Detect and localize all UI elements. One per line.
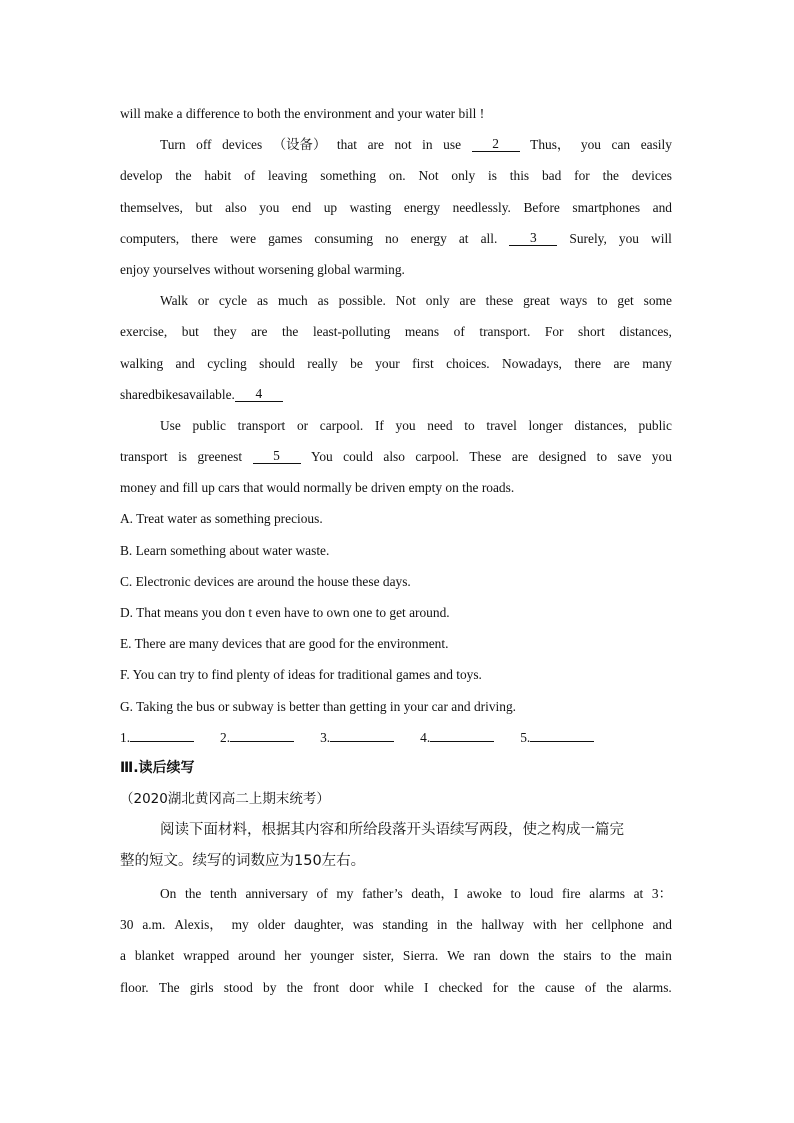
word: devices — [631, 168, 672, 184]
word: 3： — [651, 885, 672, 901]
word: great — [523, 293, 550, 309]
text-line — [120, 192, 672, 223]
instruction-text: 阅读下面材料，根据其内容和所给段落开头语续写两段，使之构成一篇完 — [160, 821, 624, 838]
word: These — [469, 449, 502, 465]
story-passage — [120, 878, 672, 1003]
word: many — [642, 355, 672, 371]
word: cause — [544, 979, 575, 995]
word: off — [196, 137, 212, 153]
numbered-blank: 4 — [235, 387, 283, 402]
word: Alexis， — [174, 917, 223, 933]
word: public — [638, 417, 672, 433]
word: Not — [418, 168, 439, 184]
answer-number: 1. — [120, 729, 131, 745]
word: consuming — [314, 230, 374, 246]
word: but — [195, 199, 213, 215]
word: longer — [528, 417, 563, 433]
text-line — [120, 909, 672, 940]
word: death，I — [411, 885, 459, 901]
word: really — [307, 355, 338, 371]
numbered-blank: 5 — [253, 449, 301, 464]
word: leaving — [268, 168, 308, 184]
word: main — [645, 948, 672, 964]
word: were — [230, 230, 257, 246]
word: transport — [237, 417, 286, 433]
word: all. — [480, 230, 498, 246]
word: at — [633, 885, 644, 901]
text-line — [120, 472, 672, 503]
word: in — [422, 137, 433, 153]
word: travel — [486, 417, 517, 433]
word: at — [458, 230, 469, 246]
word: could — [343, 449, 373, 465]
word: get — [617, 293, 634, 309]
word: wasting — [349, 199, 392, 215]
option-item: G. Taking the bus or subway is better than getting in your car and driving. — [120, 698, 516, 714]
word: while — [384, 979, 414, 995]
word: devices — [222, 137, 263, 153]
word: awoke — [466, 885, 502, 901]
word: around — [238, 948, 276, 964]
word: needlessly. — [452, 199, 511, 215]
word: on. — [388, 168, 406, 184]
section-heading: Ⅲ.读后续写 — [120, 759, 195, 776]
answer-number: 4. — [420, 729, 431, 745]
word: you — [651, 449, 672, 465]
word: energy — [403, 199, 441, 215]
word: as — [317, 293, 329, 309]
word: distances, — [619, 324, 672, 340]
word: is — [178, 449, 187, 465]
word: smartphones — [572, 199, 641, 215]
word: choices. — [446, 355, 490, 371]
word: up — [323, 199, 338, 215]
word: available. — [183, 386, 235, 402]
answer-slot[interactable] — [520, 722, 594, 753]
word: carpool. — [319, 417, 364, 433]
text-line — [120, 316, 672, 347]
numbered-blank: 2 — [472, 137, 520, 152]
word: of — [453, 324, 465, 340]
word: checked — [438, 979, 483, 995]
text-line — [120, 441, 672, 472]
word: possible. — [338, 293, 386, 309]
word: will — [651, 230, 672, 246]
word: stairs — [563, 948, 592, 964]
word: exercise, — [120, 324, 168, 340]
word: means — [404, 324, 440, 340]
instruction-line-2 — [120, 846, 672, 878]
word: transport — [120, 449, 168, 465]
word: Use — [160, 417, 181, 433]
word: 30 — [120, 917, 134, 933]
word: If — [374, 417, 384, 433]
word: cycle — [218, 293, 248, 309]
word: games — [268, 230, 303, 246]
word: easily — [640, 137, 672, 153]
word: this — [509, 168, 530, 184]
word: develop — [120, 168, 163, 184]
word: are — [459, 293, 476, 309]
word: should — [259, 355, 295, 371]
word: are — [511, 449, 529, 465]
word: the — [286, 979, 303, 995]
word: the — [538, 948, 555, 964]
line-text: enjoy yourselves without worsening global warming. — [120, 261, 405, 277]
word: or — [296, 417, 309, 433]
text-line — [120, 348, 672, 379]
word: the — [602, 168, 619, 184]
word: ran — [473, 948, 491, 964]
word: You — [310, 449, 333, 465]
word: Sierra. — [402, 948, 439, 964]
word: but — [181, 324, 199, 340]
word: the — [185, 885, 202, 901]
answer-number: 3. — [320, 729, 331, 745]
word: girls — [189, 979, 214, 995]
word: Not — [395, 293, 416, 309]
word: or — [197, 293, 209, 309]
word: Nowadays, — [502, 355, 562, 371]
word: computers, — [120, 230, 180, 246]
word: for — [492, 979, 509, 995]
option-item: B. Learn something about water waste. — [120, 542, 330, 558]
word: are — [251, 324, 268, 340]
word: public — [192, 417, 226, 433]
option-item: E. There are many devices that are good for the environment. — [120, 636, 449, 652]
line-text: will make a difference to both the environment and your water bill ! — [120, 106, 485, 121]
word: only — [451, 168, 476, 184]
word: walking — [120, 355, 164, 371]
word: designed — [538, 449, 587, 465]
word: as — [256, 293, 269, 309]
word: only — [425, 293, 450, 309]
word: of — [584, 979, 597, 995]
word: We — [447, 948, 465, 964]
answer-blanks-row — [120, 722, 672, 753]
word: loud — [529, 885, 554, 901]
word: transport. — [479, 324, 531, 340]
reading-passage — [120, 98, 672, 503]
word: the — [282, 324, 299, 340]
answer-line[interactable] — [430, 729, 494, 742]
word: my — [231, 917, 249, 933]
word: Before — [523, 199, 560, 215]
word: father’s — [362, 885, 403, 901]
word: habit — [204, 168, 232, 184]
word: （设备） — [272, 137, 327, 153]
word: be — [350, 355, 363, 371]
word: front — [313, 979, 340, 995]
word: you — [259, 199, 280, 215]
word: there — [191, 230, 218, 246]
answer-line[interactable] — [130, 729, 194, 742]
word: to — [597, 293, 608, 309]
option-item: D. That means you don t even have to own one to get around. — [120, 605, 450, 620]
word: her — [565, 917, 583, 933]
word: fire — [562, 885, 581, 901]
word: a.m. — [142, 917, 166, 933]
text-line — [120, 254, 672, 285]
word: also — [383, 449, 405, 465]
word: end — [291, 199, 312, 215]
answer-number: 2. — [220, 729, 231, 745]
word: Turn — [160, 137, 186, 153]
word: can — [611, 137, 631, 153]
word: these — [485, 293, 514, 309]
document-content — [120, 98, 672, 1003]
word: anniversary — [245, 885, 308, 901]
word: to — [596, 449, 608, 465]
word: greenest — [197, 449, 243, 465]
text-line — [120, 160, 672, 191]
word: shared — [120, 386, 155, 402]
word: older — [257, 917, 286, 933]
word: energy — [410, 230, 447, 246]
answer-line[interactable] — [330, 729, 394, 742]
word: distances, — [574, 417, 627, 433]
word: need — [427, 417, 453, 433]
word: much — [278, 293, 308, 309]
word: ways — [559, 293, 588, 309]
option-item: F. You can try to find plenty of ideas for traditional games and toys. — [120, 667, 482, 683]
word: that — [336, 137, 357, 153]
text-line — [120, 972, 672, 1003]
answer-line[interactable] — [530, 729, 594, 742]
word: and — [652, 917, 672, 933]
word: no — [385, 230, 399, 246]
word: with — [532, 917, 557, 933]
word: I — [423, 979, 429, 995]
word: blanket — [134, 948, 175, 964]
numbered-blank: 3 — [509, 231, 557, 246]
word: alarms. — [632, 979, 672, 995]
word: is — [488, 168, 497, 184]
text-line — [120, 98, 672, 129]
word: my — [336, 885, 354, 901]
word: cellphone — [591, 917, 644, 933]
word: Surely, — [569, 230, 607, 246]
answer-options — [120, 503, 672, 721]
word: cycling — [207, 355, 247, 371]
word: and — [175, 355, 195, 371]
word: daughter, — [294, 917, 344, 933]
answer-slot[interactable] — [220, 722, 294, 753]
word: to — [464, 417, 475, 433]
word: to — [510, 885, 521, 901]
text-line — [120, 940, 672, 971]
answer-line[interactable] — [230, 729, 294, 742]
option-item: C. Electronic devices are around the house these days. — [120, 573, 411, 589]
word: themselves, — [120, 199, 183, 215]
word: the — [456, 917, 473, 933]
word: also — [225, 199, 247, 215]
word: floor. — [120, 979, 149, 995]
word: bad — [541, 168, 562, 184]
word: a — [120, 948, 126, 964]
instruction-line-1 — [120, 815, 672, 847]
word: stood — [223, 979, 253, 995]
word: some — [643, 293, 672, 309]
word: down — [499, 948, 530, 964]
word: was — [352, 917, 374, 933]
answer-number: 5. — [520, 729, 531, 745]
word: by — [263, 979, 277, 995]
word: to — [600, 948, 611, 964]
word: The — [158, 979, 180, 995]
word: the — [619, 948, 637, 964]
word: standing — [382, 917, 428, 933]
word: and — [652, 199, 672, 215]
word: are — [367, 137, 384, 153]
word: something — [320, 168, 377, 184]
word: least-polluting — [312, 324, 391, 340]
word: of — [316, 885, 328, 901]
text-line — [120, 223, 672, 254]
word: sister, — [362, 948, 394, 964]
word: For — [544, 324, 564, 340]
line-text: money and fill up cars that would normally be driven empty on the roads. — [120, 480, 515, 496]
word: they — [213, 324, 237, 340]
word: the — [175, 168, 192, 184]
word: you — [395, 417, 416, 433]
word: in — [436, 917, 448, 933]
answer-slot[interactable] — [420, 722, 494, 753]
word: hallway — [481, 917, 524, 933]
word: the — [606, 979, 623, 995]
text-line — [120, 878, 672, 909]
word: you — [618, 230, 639, 246]
word: for — [574, 168, 590, 184]
answer-slot[interactable] — [120, 722, 194, 753]
word: first — [412, 355, 434, 371]
instruction-text: 整的短文。续写的词数应为150左右。 — [120, 853, 366, 870]
word: door — [349, 979, 374, 995]
word: wrapped — [183, 948, 230, 964]
word: tenth — [210, 885, 237, 901]
word: younger — [310, 948, 355, 964]
word: of — [244, 168, 256, 184]
word: your — [375, 355, 400, 371]
word: her — [284, 948, 302, 964]
word: carpool. — [415, 449, 459, 465]
word: On — [160, 885, 177, 901]
word: short — [578, 324, 605, 340]
word: you — [580, 137, 601, 153]
word: there — [574, 355, 602, 371]
word: Walk — [160, 293, 188, 309]
text-line — [120, 410, 672, 441]
text-line — [120, 285, 672, 316]
word: are — [613, 355, 630, 371]
word: not — [394, 137, 412, 153]
word: Thus， — [530, 137, 571, 153]
option-item: A. Treat water as something precious. — [120, 511, 323, 527]
answer-slot[interactable] — [320, 722, 394, 753]
text-line — [120, 379, 672, 410]
source-note: （2020湖北黄冈高二上期末统考） — [120, 790, 330, 807]
word: alarms — [589, 885, 625, 901]
word: use — [443, 137, 462, 153]
word: save — [617, 449, 642, 465]
word: bikes — [154, 386, 184, 402]
text-line — [120, 129, 672, 160]
word: the — [518, 979, 535, 995]
